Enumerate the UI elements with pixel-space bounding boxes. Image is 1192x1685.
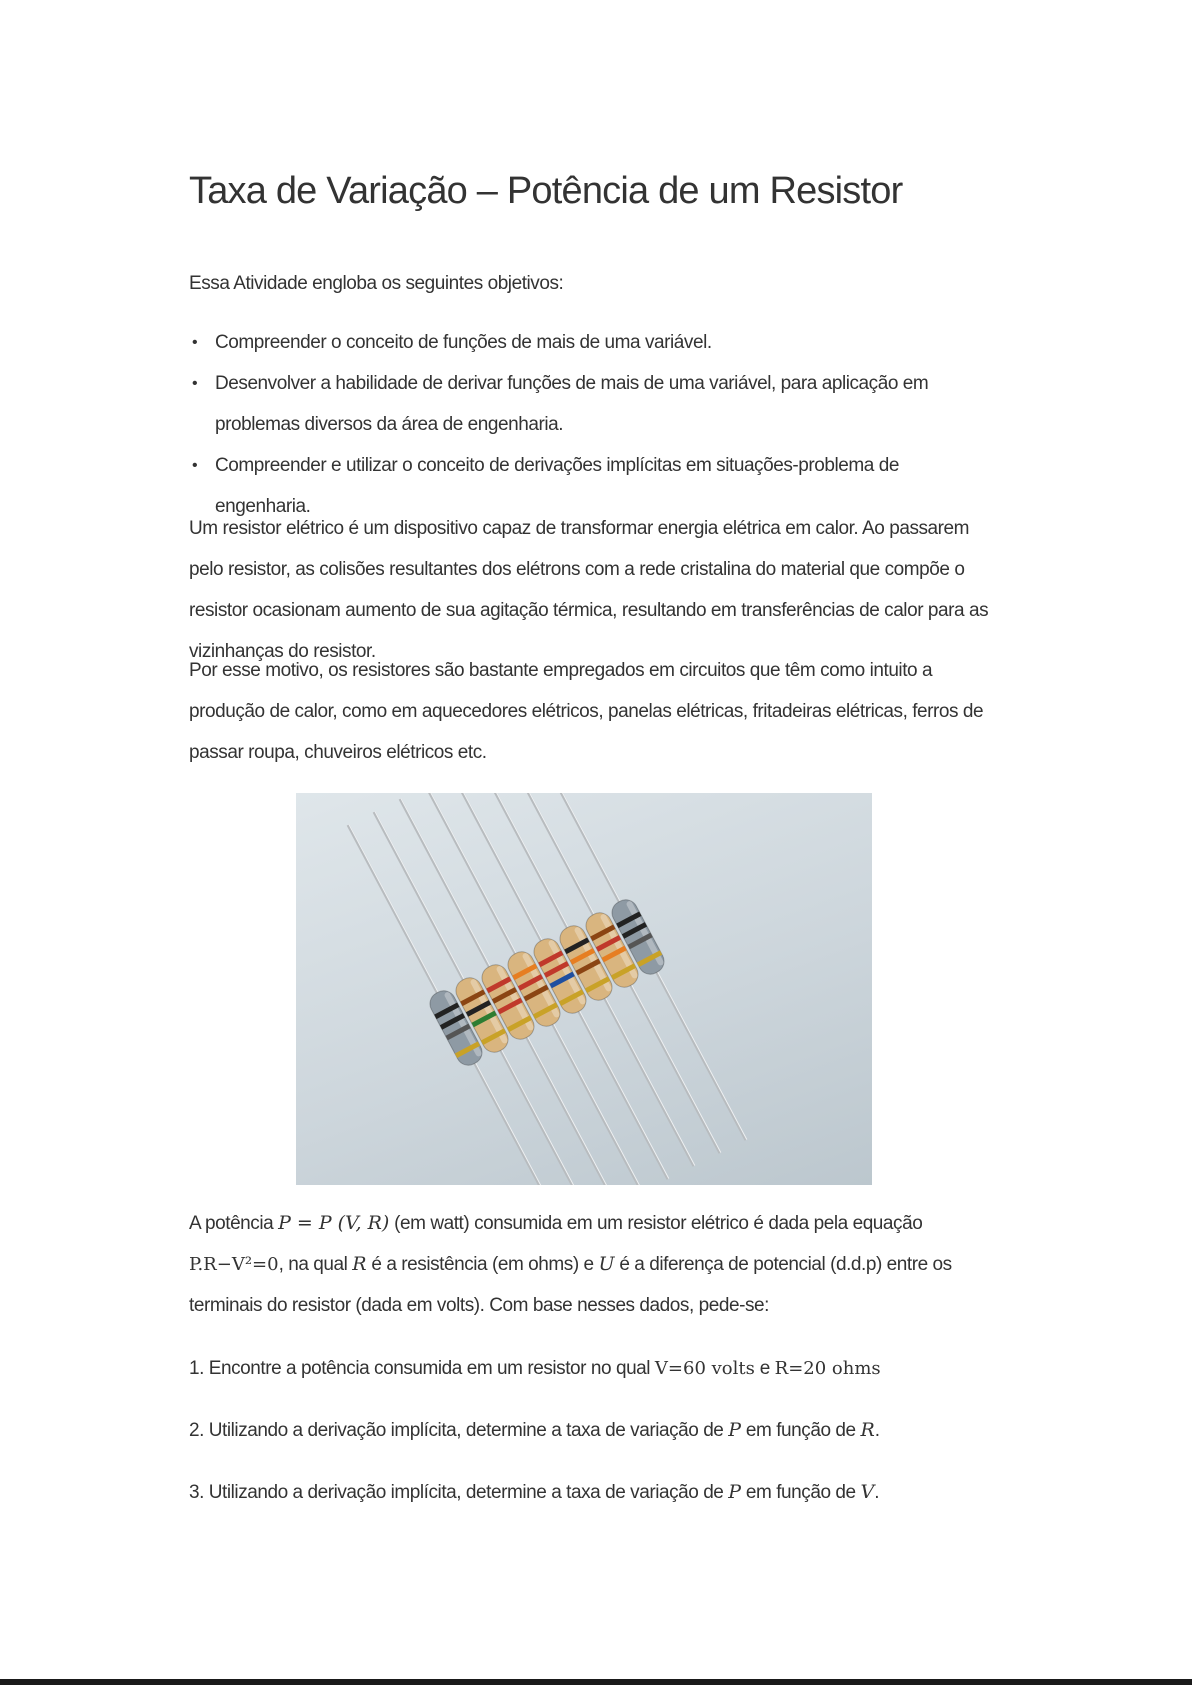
text-span: 3. Utilizando a derivação implícita, determine a taxa de variação de <box>189 1482 729 1503</box>
math-variable: R <box>860 1419 875 1441</box>
text-span: A potência <box>189 1213 279 1234</box>
math-expression: R=20 ohms <box>774 1358 881 1379</box>
math-expression: V=60 volts <box>654 1358 755 1379</box>
text-span: e <box>754 1358 775 1379</box>
bottom-divider <box>0 1679 1192 1685</box>
math-variable: P <box>728 1481 742 1503</box>
list-item: • Compreender o conceito de funções de mais de uma variável. <box>189 322 989 363</box>
text-span: 1. Encontre a potência consumida em um resistor no qual <box>189 1358 655 1379</box>
intro-text: Essa Atividade engloba os seguintes objetivos: <box>189 273 564 294</box>
paragraph-applications: Por esse motivo, os resistores são bastante empregados em circuitos que têm como intuito a produção de calor, como em aquecedores elétricos, panelas elétricas, fritadeiras elétricas, ferros de passar roupa, chuveiros elétricos etc. <box>189 660 984 763</box>
text-span: , na qual <box>278 1254 353 1275</box>
math-equation: P.R−V²=0 <box>189 1254 279 1275</box>
objectives-list <box>189 322 989 527</box>
text-span: 2. Utilizando a derivação implícita, determine a taxa de variação de <box>189 1420 729 1441</box>
text-span: . <box>874 1482 880 1503</box>
math-power-function: P = P (V, R) <box>278 1212 390 1234</box>
resistor <box>415 793 654 1185</box>
text-span: em função de <box>741 1420 861 1441</box>
list-item: • Desenvolver a habilidade de derivar funções de mais de uma variável, para aplicação em problemas diversos da área de engenharia. <box>189 363 989 445</box>
text-span: (em watt) consumida em um resistor elétrico é dada pela equação <box>389 1213 923 1234</box>
question-1 <box>189 1348 881 1389</box>
question-3 <box>189 1472 879 1513</box>
math-variable: V <box>860 1481 875 1503</box>
text-span: é a diferença de potencial (d.d.p) entre os terminais do resistor (dada em volts). Com base nesses dados, pede-se: <box>189 1254 952 1316</box>
math-variable: R <box>352 1253 367 1275</box>
paragraph-power <box>189 1203 989 1326</box>
list-item: • Compreender e utilizar o conceito de derivações implícitas em situações-problema de engenharia. <box>189 445 989 527</box>
text-span: é a resistência (em ohms) e <box>366 1254 599 1275</box>
text-span: em função de <box>741 1482 861 1503</box>
resistors-photo <box>296 793 872 1185</box>
page-title: Taxa de Variação – Potência de um Resistor <box>189 170 903 212</box>
math-variable: P <box>728 1419 742 1441</box>
question-2 <box>189 1410 880 1451</box>
paragraph-resistor: Um resistor elétrico é um dispositivo capaz de transformar energia elétrica em calor. Ao passarem pelo resistor, as colisões resultantes dos elétrons com a rede cristalina do material que compõe o resistor ocasionam aumento de sua agitação térmica, resultando em transferências de calor para as vizinhanças do resistor. <box>189 518 989 662</box>
math-variable: U <box>598 1253 615 1275</box>
resistors-illustration <box>296 793 872 1185</box>
text-span: . <box>874 1420 880 1441</box>
